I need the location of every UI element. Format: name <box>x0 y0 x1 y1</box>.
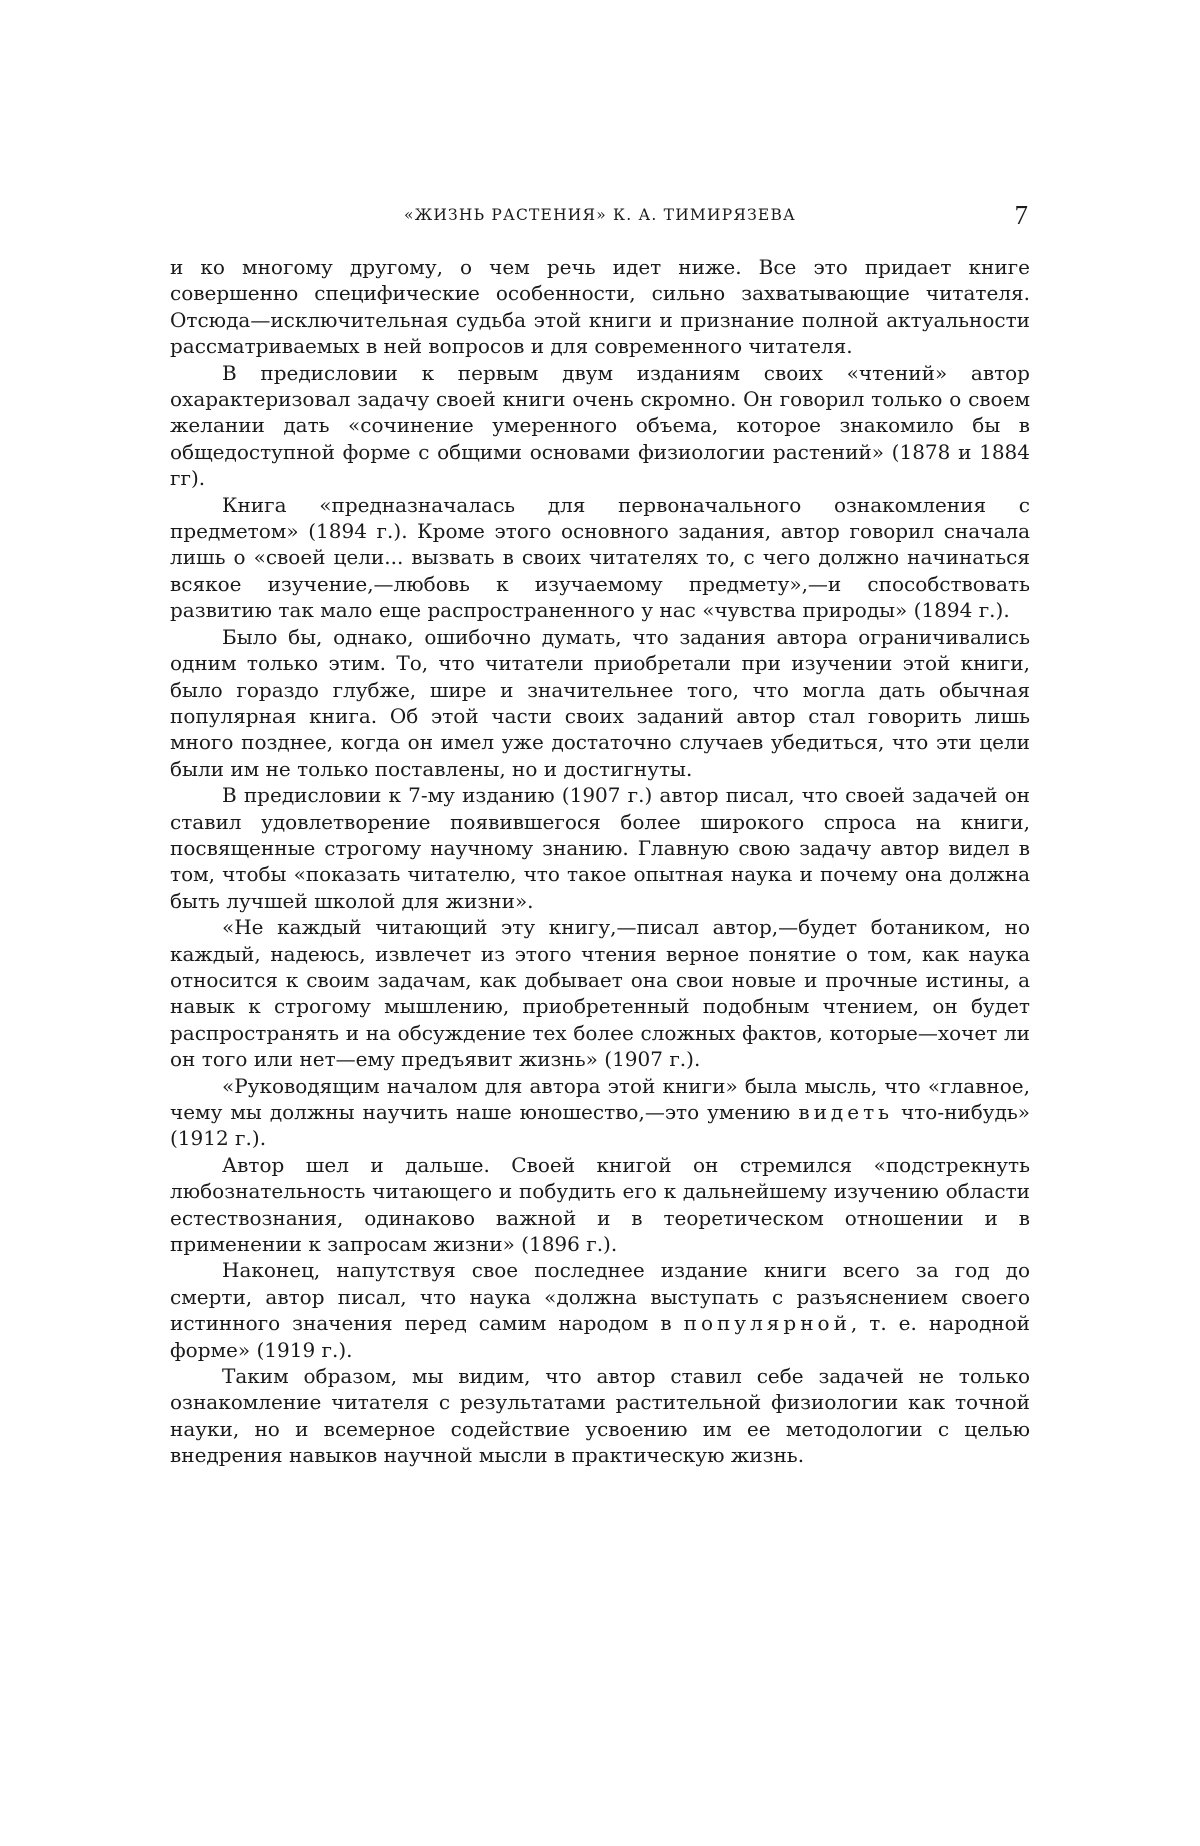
paragraph-8: Автор шел и дальше. Своей книгой он стремился «подстрекнуть любознательность читающего и побудить его к дальнейшему изучению области естествознания, одинаково важной и в теоретическом отношении и в применении к запросам жизни» (1896 г.). <box>170 1152 1030 1258</box>
paragraph-9-before: Наконец, напутствуя свое последнее издание книги всего за год до смерти, автор писал, что наука «должна выступать с разъяснением своего истинного значения перед самим народом в <box>170 1258 1030 1335</box>
paragraph-3: Книга «предназначалась для первоначального ознакомления с предметом» (1894 г.). Кроме этого основного задания, автор говорил сначала лишь о «своей цели... вызвать в своих читателях то, с чего должно начинаться всякое изучение,—любовь к изучаемому предмету»,—и способствовать развитию так мало еще распространенного у нас «чувства природы» (1894 г.). <box>170 492 1030 624</box>
paragraph-1: и ко многому другому, о чем речь идет ниже. Все это придает книге совершенно специфические особенности, сильно захватывающие читателя. Отсюда—исключительная судьба этой книги и признание полной актуальности рассматриваемых в ней вопросов и для современного читателя. <box>170 254 1030 360</box>
paragraph-7-before: «Руководящим началом для автора этой книги» была мысль, что «главное, чему мы должны научить наше юношество,—это умению <box>170 1074 1030 1124</box>
paragraph-5: В предисловии к 7-му изданию (1907 г.) автор писал, что своей задачей он ставил удовлетворение появившегося более широкого спроса на книги, посвященные строгому научному знанию. Главную свою задачу автор видел в том, чтобы «показать читателю, что такое опытная наука и почему она должна быть лучшей школой для жизни». <box>170 782 1030 914</box>
paragraph-2: В предисловии к первым двум изданиям своих «чтений» автор охарактеризовал задачу своей книги очень скромно. Он говорил только о своем желании дать «сочинение умеренного объема, которое знакомило бы в общедоступной форме с общими основами физиологии растений» (1878 и 1884 гг). <box>170 360 1030 492</box>
paragraph-7-emphasis: видеть <box>798 1100 893 1124</box>
running-title: «ЖИЗНЬ РАСТЕНИЯ» К. А. ТИМИРЯЗЕВА <box>170 206 1030 224</box>
paragraph-7-after: что-нибудь» (1912 г.). <box>170 1100 1030 1150</box>
paragraph-4: Было бы, однако, ошибочно думать, что задания автора ограничивались одним только этим. То, что читатели приобретали при изучении этой книги, было гораздо глубже, шире и значительнее того, что могла дать обычная популярная книга. Об этой части своих заданий автор стал говорить лишь много позднее, когда он имел уже достаточно случаев убедиться, что эти цели были им не только поставлены, но и достигнуты. <box>170 624 1030 782</box>
book-page <box>170 200 1030 1469</box>
paragraph-10: Таким образом, мы видим, что автор ставил себе задачей не только ознакомление читателя с результатами растительной физиологии как точной науки, но и всемерное содействие усвоению им ее методологии с целью внедрения навыков научной мысли в практическую жизнь. <box>170 1363 1030 1469</box>
running-head <box>170 200 1030 240</box>
paragraph-9 <box>170 1257 1030 1363</box>
paragraph-7 <box>170 1073 1030 1152</box>
paragraph-9-emphasis: популярной <box>684 1311 851 1335</box>
page-number: 7 <box>1015 200 1029 231</box>
body-text <box>170 254 1030 1469</box>
paragraph-6: «Не каждый читающий эту книгу,—писал автор,—будет ботаником, но каждый, надеюсь, извлечет из этого чтения верное понятие о том, как наука относится к своим задачам, как добывает она свои новые и прочные истины, а навык к строгому мышлению, приобретенный подобным чтением, он будет распространять и на обсуждение тех более сложных фактов, которые—хочет ли он того или нет—ему предъявит жизнь» (1907 г.). <box>170 914 1030 1072</box>
paragraph-9-after: , т. е. народной форме» (1919 г.). <box>170 1311 1030 1361</box>
